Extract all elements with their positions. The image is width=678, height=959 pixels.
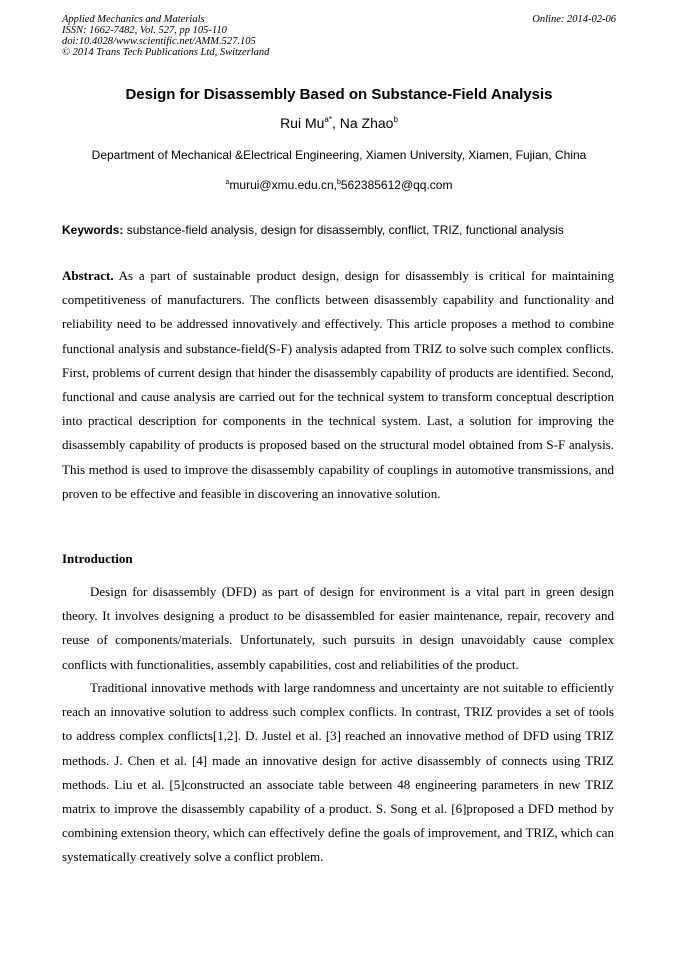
email-link[interactable]: 562385612@qq.com — [340, 178, 453, 192]
author-name: Rui Mu — [280, 115, 325, 131]
keywords — [62, 223, 618, 237]
author-line — [0, 115, 678, 131]
journal-header — [62, 14, 269, 58]
paper-title: Design for Disassembly Based on Substance-Field Analysis — [125, 86, 553, 103]
abstract-text: As a part of sustainable product design, design for disassembly is critical for maintaining competitiveness of manufacturers. The conflicts between disassembly capability and functionality and reliability need to be addressed innovatively and effectively. This article proposes a method to combine functional analysis and substance-field(S-F) analysis adapted from TRIZ to solve such complex conflicts. First, problems of current design that hinder the disassembly capability of products are identified. Second, functional and cause analysis are carried out for the technical system to transform conceptual description into practical description for components in the technical system. Last, a solution for improving the disassembly capability of products is proposed based on the structural model obtained from S-F analysis. This method is used to improve the disassembly capability of couplings in automotive transmissions, and proven to be effective and feasible in discovering an innovative solution. — [62, 268, 615, 501]
email-superscript: a — [225, 179, 230, 186]
email-link[interactable]: murui@xmu.edu.cn, — [229, 178, 337, 192]
intro-paragraph: Traditional innovative methods with large randomness and uncertainty are not suitable to efficiently reach an innovative solution to address such complex conflicts. In contrast, TRIZ provides a set of tools to address complex conflicts[1,2]. D. Justel et al. [3] reached an innovative method of DFD using TRIZ methods. J. Chen et al. [4] made an innovative design for active disassembly of connects using TRIZ methods. Liu et al. [5]constructed an associate table between 48 engineering parameters in new TRIZ matrix to improve the disassembly capability of a product. S. Song et al. [6]proposed a DFD method by combining extension theory, which can effectively define the goals of improvement, and TRIZ, which can systematically creatively solve a conflict problem. — [62, 680, 614, 865]
journal-doi[interactable]: doi:10.4028/www.scientific.net/AMM.527.105 — [62, 36, 256, 47]
author-superscript: a* — [324, 115, 332, 124]
intro-paragraph: Design for disassembly (DFD) as part of design for environment is a vital part in green design theory. It involves designing a product to be disassembled for easier maintenance, repair, recovery and reuse of components/materials. Unfortunately, such pursuits in design unavoidably cause complex conflicts with functionalities, assembly capabilities, cost and reliabilities of the product. — [62, 584, 614, 672]
affiliation: Department of Mechanical &Electrical Engineering, Xiamen University, Xiamen, Fujian, China — [91, 148, 587, 162]
journal-copyright: © 2014 Trans Tech Publications Ltd, Switzerland — [62, 47, 270, 58]
abstract-label: Abstract. — [62, 268, 114, 283]
keywords-label: Keywords: — [62, 223, 124, 237]
author-superscript: b — [393, 115, 398, 124]
author-separator: , — [331, 115, 340, 131]
section-heading: Introduction — [62, 551, 133, 566]
author-name: Na Zhao — [339, 115, 394, 131]
email-superscript: b — [336, 179, 341, 186]
email-line — [0, 178, 678, 192]
online-date: Online: 2014-02-06 — [532, 14, 616, 25]
journal-issn: ISSN: 1662-7482, Vol. 527, pp 105-110 — [62, 25, 227, 36]
abstract — [62, 264, 614, 506]
keywords-text: substance-field analysis, design for disassembly, conflict, TRIZ, functional analysis — [123, 223, 564, 237]
journal-name: Applied Mechanics and Materials — [62, 14, 205, 25]
